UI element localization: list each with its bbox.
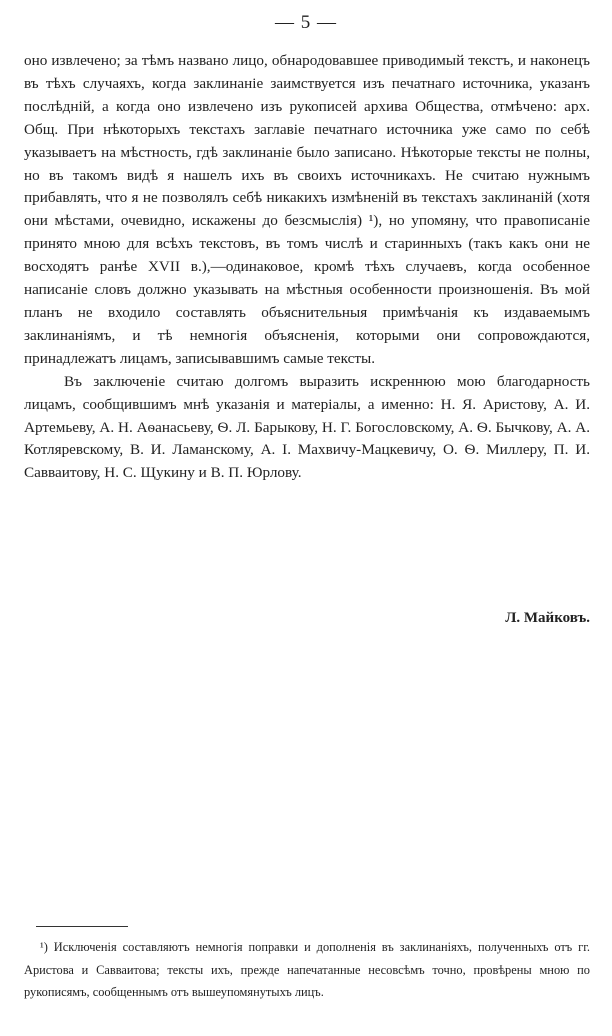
main-text: [24, 50, 590, 485]
footnote-divider: [36, 926, 128, 927]
author-signature: Л. Майковъ.: [505, 610, 590, 626]
footnote: [24, 936, 590, 1004]
footnote-text: ¹) Исключенія составляютъ немногія поправки и дополненія въ заклинаніяхъ, полученныхъ отъ гг. Аристова и Савваитова; тексты ихъ, прежде напечатанные несовсѣмъ точно, провѣрены мною по рукописямъ, сообщеннымъ отъ вышеупомянутыхъ лицъ.: [24, 940, 590, 999]
paragraph-acknowledgements: Въ заключеніе считаю долгомъ выразить искреннюю мою благодарность лицамъ, сообщившимъ мнѣ указанія и матеріалы, а именно: Н. Я. Аристову, А. И. Артемьеву, А. Н. Аѳанасьеву, Ѳ. Л. Барыкову, Н. Г. Богословскому, А. Ѳ. Бычкову, А. А. Котляревскому, В. И. Ламанскому, А. І. Махвичу-Мацкевичу, О. Ѳ. Миллеру, П. И. Савваитову, Н. С. Щукину и В. П. Юрлову.: [24, 372, 590, 482]
paragraph-methodology: оно извлечено; за тѣмъ названо лицо, обнародовавшее приводимый текстъ, и наконецъ въ тѣхъ случаяхъ, когда заклинаніе заимствуется изъ печатнаго источника, указанъ послѣдній, а когда оно извлечено изъ рукописей архива Общества, отмѣчено: арх. Общ. При нѣкоторыхъ текстахъ заглавіе печатнаго источника уже само по себѣ указываетъ на мѣстность, гдѣ заклинаніе было записано. Нѣкоторые тексты не полны, но въ такомъ видѣ я нашелъ ихъ въ своихъ источникахъ. Не считаю нужнымъ прибавлять, что я не позволялъ себѣ никакихъ измѣненій въ текстахъ заклинаній (хотя они мѣстами, очевидно, искажены до безсмыслія) ¹), но упомяну, что правописаніе принято мною для всѣхъ текстовъ, въ томъ числѣ и старинныхъ (такъ какъ они не восходятъ ранѣе XVII в.),—одинаковое, кромѣ тѣхъ случаевъ, когда особенное написаніе словъ должно указывать на мѣстныя особенности произношенія. Въ мой планъ не входило составлять объяснительныя примѣчанія къ издаваемымъ заклинаніямъ, и тѣ немногія объясненія, которыми они сопровождаются, принадлежатъ лицамъ, записывавшимъ самые тексты.: [24, 52, 590, 367]
page-number: — 5 —: [275, 12, 337, 33]
